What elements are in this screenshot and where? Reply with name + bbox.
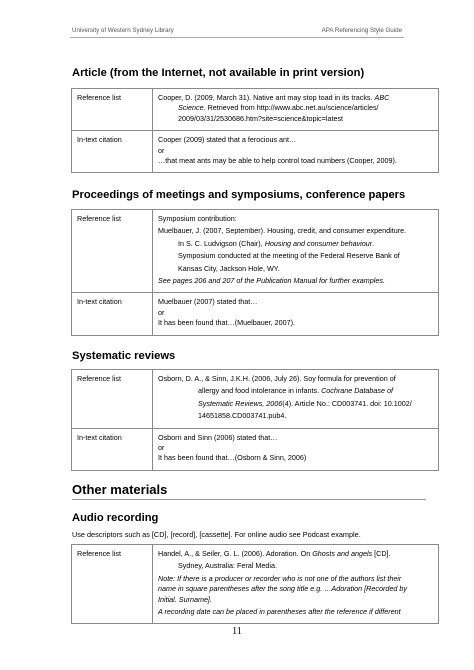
- citation-entry: [153, 428, 439, 470]
- section-title-article: Article (from the Internet, not available in print version): [72, 67, 365, 79]
- ref-text-italic: Systematic Reviews, 2006: [198, 398, 283, 408]
- ref-text: Symposium conducted at the meeting of the Federal Reserve Bank of: [178, 251, 400, 261]
- ref-note: Initial. Surname].: [158, 594, 212, 604]
- citation-entry: [153, 293, 439, 335]
- ref-text: In S. C. Ludvigson (Chair),: [178, 238, 265, 248]
- citation-or: or: [158, 443, 165, 453]
- citation-text: …that meat ants may be able to help control toad numbers (Cooper, 2009).: [158, 156, 397, 166]
- ref-text: (4). Article No.: CD003741. doi: 10.1002/: [282, 398, 412, 408]
- reference-entry: [153, 370, 439, 429]
- header-divider: [70, 37, 404, 38]
- row-label: Reference list: [72, 89, 153, 131]
- reference-entry: [153, 210, 439, 293]
- reference-entry: [153, 545, 439, 624]
- ref-text: 2009/03/31/2530686.htm?site=science&topic=latest: [178, 113, 344, 123]
- ref-note: name in square parentheses after the song title e.g. …Adoration [Recorded by: [158, 584, 407, 594]
- citation-or: or: [158, 145, 165, 155]
- ref-text-italic: Ghosts and angels: [312, 549, 373, 558]
- header-left: University of Western Sydney Library: [72, 27, 174, 34]
- citation-text: Cooper (2009) stated that a ferocious ant…: [158, 135, 297, 145]
- section-divider: [72, 499, 426, 500]
- row-label: In-text citation: [72, 428, 153, 470]
- row-label: In-text citation: [72, 293, 153, 335]
- ref-text: .: [372, 238, 375, 248]
- section-title-systematic-reviews: Systematic reviews: [72, 350, 176, 362]
- citation-text: Muelbauer (2007) stated that…: [158, 297, 258, 307]
- audio-note: Use descriptors such as [CD], [record], [cassette]. For online audio see Podcast example.: [72, 530, 361, 539]
- section-title-other-materials: Other materials: [72, 482, 168, 497]
- citation-or: or: [158, 307, 165, 317]
- section-title-proceedings: Proceedings of meetings and symposiums, conference papers: [72, 189, 406, 201]
- section-title-audio-recording: Audio recording: [72, 512, 159, 524]
- ref-text: allergy and food intolerance in infants.: [198, 386, 322, 396]
- ref-note: Note: If there is a producer or recorder who is not one of the authors list their: [158, 573, 402, 583]
- row-label: In-text citation: [72, 131, 153, 173]
- table-row: [72, 370, 439, 429]
- ref-text: . Retrieved from http://www.abc.net.au/science/articles/: [203, 103, 379, 113]
- article-table: [71, 88, 439, 173]
- ref-text-italic: Housing and consumer behaviour: [264, 238, 373, 248]
- table-row: [72, 89, 439, 131]
- ref-text: Kansas City, Jackson Hole, WY.: [178, 263, 280, 273]
- ref-text: Cooper, D. (2009, March 31). Native ant may stop toad in its tracks.: [158, 93, 375, 102]
- ref-text: [CD].: [372, 549, 391, 558]
- ref-text: Handel, A., & Seiler, G. L. (2006). Adoration. On: [158, 549, 313, 558]
- ref-text: Osborn, D. A., & Sinn, J.K.H. (2006, July 26). Soy formula for prevention of: [158, 374, 396, 383]
- table-row: [72, 545, 439, 624]
- ref-text-italic: ABC: [374, 93, 390, 102]
- citation-text: It has been found that…(Osborn & Sinn, 2006): [158, 453, 307, 463]
- ref-text-italic: Cochrane Database of: [321, 386, 393, 396]
- ref-text: 14651858.CD003741.pub4.: [198, 411, 287, 421]
- ref-text: Sydney, Australia: Feral Media.: [178, 561, 277, 571]
- audio-table: [71, 544, 439, 624]
- reference-entry: [153, 89, 439, 131]
- row-label: Reference list: [72, 545, 153, 624]
- ref-note: See pages 206 and 207 of the Publication Manual for further examples.: [158, 276, 385, 286]
- ref-note: A recording date can be placed in parentheses after the reference if different: [158, 607, 401, 617]
- citation-text: It has been found that…(Muelbauer, 2007).: [158, 318, 296, 328]
- header-right: APA Referencing Style Guide: [321, 27, 402, 34]
- table-row: [72, 210, 439, 293]
- row-label: Reference list: [72, 210, 153, 293]
- table-row: [72, 131, 439, 173]
- table-row: [72, 428, 439, 470]
- table-row: [72, 293, 439, 335]
- citation-entry: [153, 131, 439, 173]
- page-number: 11: [232, 626, 242, 637]
- proceedings-table: [71, 209, 439, 336]
- row-label: Reference list: [72, 370, 153, 429]
- ref-intro: Symposium contribution:: [158, 214, 237, 223]
- ref-text-italic: Science: [178, 103, 204, 113]
- systematic-table: [71, 369, 439, 471]
- ref-text: Muelbauer, J. (2007, September). Housing, credit, and consumer expenditure.: [158, 226, 407, 236]
- citation-text: Osborn and Sinn (2006) stated that…: [158, 432, 278, 442]
